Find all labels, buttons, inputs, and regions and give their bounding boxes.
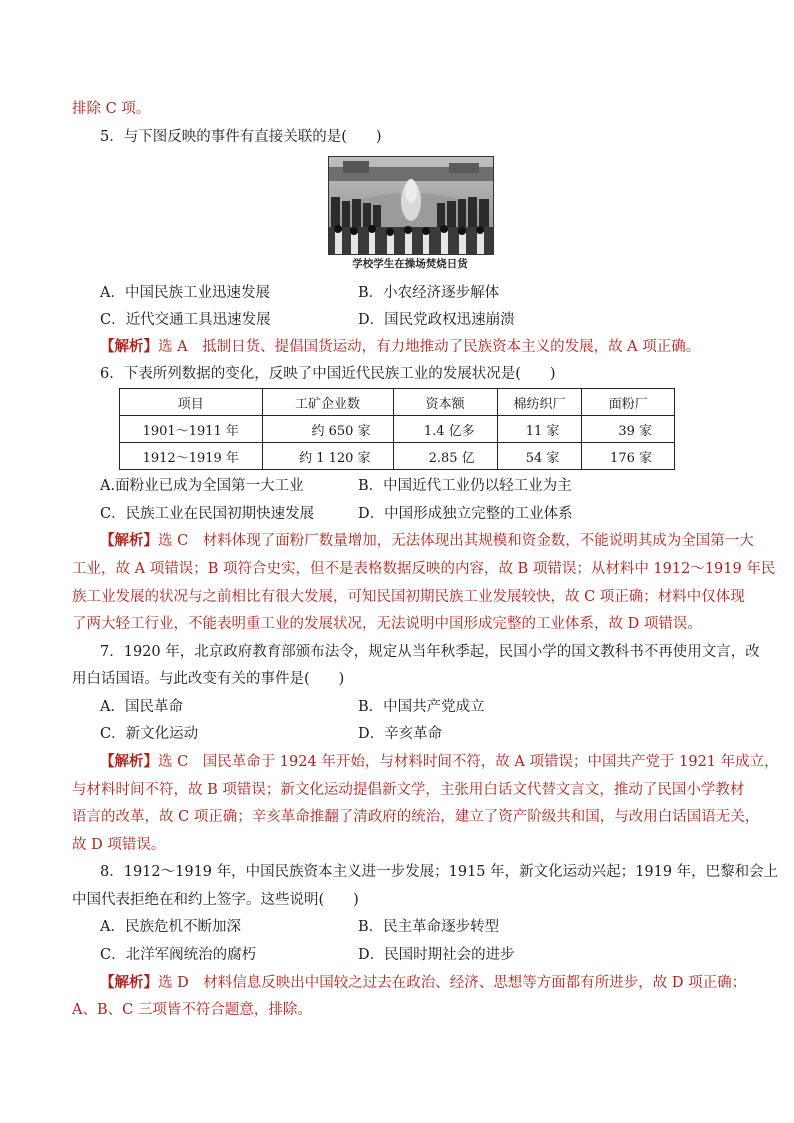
q5-stem: 5．与下图反映的事件有直接关联的是( ) xyxy=(100,129,382,145)
q8-analysis-line-2: A、B、C 三项皆不符合题意，排除。 xyxy=(72,1002,312,1018)
table-cell: 1901～1911 年 xyxy=(120,416,263,443)
q8-stem-line-1: 8．1912～1919 年，中国民族资本主义进一步发展；1915 年，新文化运动兴起；1919 年，巴黎和会上 xyxy=(100,864,779,880)
q7-option-a: A．国民革命 xyxy=(100,699,183,715)
q7-stem-line-2: 用白话国语。与此改变有关的事件是( ) xyxy=(72,671,345,687)
table-row xyxy=(120,416,675,443)
table-header-row xyxy=(120,389,675,416)
table-row xyxy=(120,443,675,470)
q5-option-a: A．中国民族工业迅速发展 xyxy=(100,285,270,301)
q6-analysis-line-2: 工业，故 A 项错误；B 项符合史实，但不是表格数据反映的内容，故 B 项错误；从材料中 1912～1919 年民 xyxy=(72,561,776,577)
q7-option-c: C．新文化运动 xyxy=(100,726,199,742)
q6-data-table xyxy=(119,388,675,470)
q8-stem-line-2: 中国代表拒绝在和约上签字。这些说明( ) xyxy=(72,892,359,908)
analysis-text: 选 D 材料信息反映出中国较之过去在政治、经济、思想等方面都有所进步，故 D 项正确； xyxy=(158,975,747,991)
q6-option-d: D．中国形成独立完整的工业体系 xyxy=(358,506,573,522)
q7-analysis-line-1 xyxy=(100,752,779,772)
q7-option-d: D．辛亥革命 xyxy=(358,726,443,742)
table-cell: 54 家 xyxy=(497,443,582,470)
table-header-cell: 棉纺织厂 xyxy=(497,389,582,416)
table-cell: 1912～1919 年 xyxy=(120,443,263,470)
q5-option-b: B．小农经济逐步解体 xyxy=(358,285,500,301)
q7-option-b: B．中国共产党成立 xyxy=(358,699,485,715)
q8-option-d: D．民国时期社会的进步 xyxy=(358,947,515,963)
table-cell: 2.85 亿 xyxy=(393,443,497,470)
q5-photo xyxy=(328,156,494,255)
analysis-tag: 【解析】 xyxy=(100,753,158,770)
table-cell: 11 家 xyxy=(497,416,582,443)
table-header-cell: 资本额 xyxy=(393,389,497,416)
analysis-tag: 【解析】 xyxy=(100,974,158,991)
q6-analysis-line-4: 了两大轻工行业，不能表明重工业的发展状况，无法说明中国形成完整的工业体系，故 D 项错误。 xyxy=(72,616,702,632)
q6-analysis-line-1 xyxy=(100,531,754,551)
analysis-tag: 【解析】 xyxy=(100,338,158,355)
q5-option-d: D．国民党政权迅速崩溃 xyxy=(358,312,515,328)
analysis-text: 选 A 抵制日货、提倡国货运动，有力地推动了民族资本主义的发展，故 A 项正确。 xyxy=(158,339,701,355)
analysis-tag: 【解析】 xyxy=(100,532,158,549)
intro-line: 排除 C 项。 xyxy=(72,101,151,117)
table-cell: 约 650 家 xyxy=(262,416,393,443)
crowd-photo-image xyxy=(329,157,493,254)
q7-analysis-line-2: 与材料时间不符，故 B 项错误；新文化运动提倡新文学，主张用白话文代替文言文，推动了民国小学教材 xyxy=(72,782,745,798)
q6-analysis-line-3: 族工业发展的状况与之前相比有很大发展，可知民国初期民族工业发展较快，故 C 项正确；材料中仅体现 xyxy=(72,589,745,605)
q7-stem-line-1: 7．1920 年，北京政府教育部颁布法令，规定从当年秋季起，民国小学的国文教科书不再使用文言，改 xyxy=(100,644,760,660)
table-header-cell: 面粉厂 xyxy=(582,389,675,416)
q7-analysis-line-4: 故 D 项错误。 xyxy=(72,837,166,853)
q7-analysis-line-3: 语言的改革，故 C 项正确；辛亥革命推翻了清政府的统治，建立了资产阶级共和国，与改用白话国语无关， xyxy=(72,809,760,825)
q5-photo-caption: 学校学生在操场焚烧日货 xyxy=(352,258,468,270)
q8-option-a: A．民族危机不断加深 xyxy=(100,919,241,935)
q6-option-b: B．中国近代工业仍以轻工业为主 xyxy=(358,478,572,494)
q6-stem: 6．下表所列数据的变化，反映了中国近代民族工业的发展状况是( ) xyxy=(100,366,556,382)
analysis-text: 选 C 材料体现了面粉厂数量增加，无法体现出其规模和资金数，不能说明其成为全国第一大 xyxy=(158,533,754,549)
analysis-text: 选 C 国民革命于 1924 年开始，与材料时间不符，故 A 项错误；中国共产党于 1921 年成立， xyxy=(158,754,779,770)
table-cell: 1.4 亿多 xyxy=(393,416,497,443)
q8-option-c: C．北洋军阀统治的腐朽 xyxy=(100,947,257,963)
q8-analysis-line-1 xyxy=(100,973,747,993)
q5-analysis xyxy=(100,337,728,357)
q6-option-c: C．民族工业在民国初期快速发展 xyxy=(100,506,315,522)
table-header-cell: 项目 xyxy=(120,389,263,416)
table-cell: 39 家 xyxy=(582,416,675,443)
table-header-cell: 工矿企业数 xyxy=(262,389,393,416)
q5-option-c: C．近代交通工具迅速发展 xyxy=(100,312,271,328)
table-cell: 176 家 xyxy=(582,443,675,470)
q6-option-a: A.面粉业已成为全国第一大工业 xyxy=(100,478,304,494)
q8-option-b: B．民主革命逐步转型 xyxy=(358,919,500,935)
table-cell: 约 1 120 家 xyxy=(262,443,393,470)
